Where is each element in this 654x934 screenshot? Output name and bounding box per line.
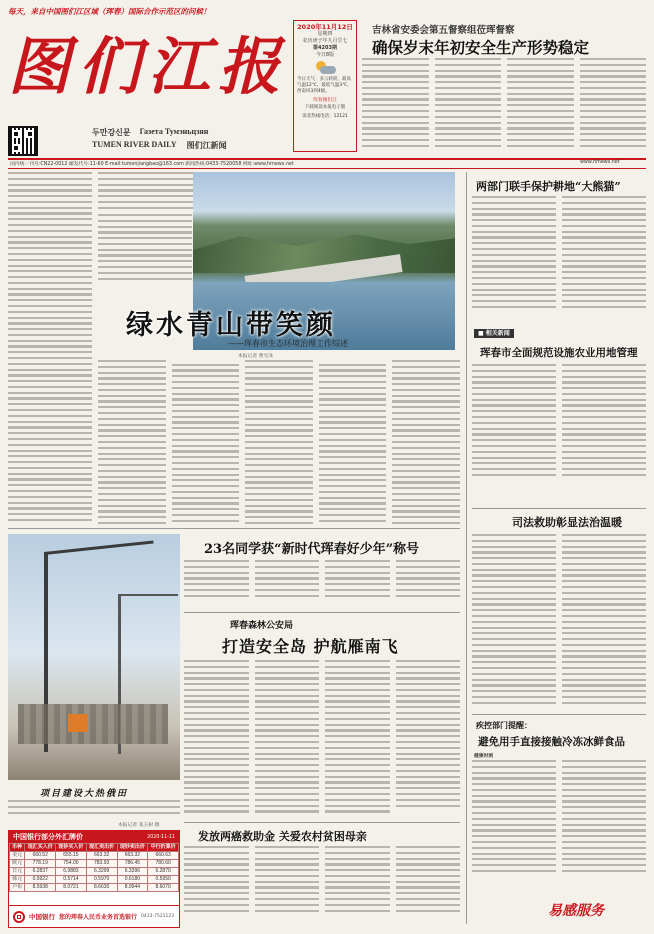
exchange-rate-cell: 0.5950 [148,876,179,884]
exchange-rate-header: 现钞卖出价 [117,844,148,852]
feature-side-text [98,214,192,288]
lead-story-title: 确保岁末年初安全生产形势稳定 [372,38,590,57]
bank-of-china-icon [13,911,25,923]
right-divider-1 [472,508,646,509]
exchange-rate-cell: 786.45 [117,860,148,868]
forest-police-title: 打造安全岛 护航雁南飞 [222,637,399,656]
exchange-rate-row [10,876,179,884]
exchange-rate-cell: 655.15 [56,852,87,860]
right-story1-body [472,196,646,324]
middle-band-title: 23名同学获“新时代珲春好少年”称号 [204,542,420,557]
masthead-date-box [293,20,357,152]
exchange-rate-header: 现汇买入价 [25,844,56,852]
weather-icon [314,61,336,75]
date-lunar: 农历庚子年九月廿七 [302,38,348,44]
exchange-rate-cell: 8.9944 [117,884,148,892]
exchange-rate-table [9,843,179,892]
right-story4-title: 避免用手直接接触冷冻冰鲜食品 [478,736,625,748]
right-story4-kicker: 疾控部门提醒： [476,720,532,730]
bank-name: 中国银行 [29,913,55,921]
masthead-title-korean: 두만강신문 [92,128,131,137]
exchange-rate-cell: 6.0883 [56,868,87,876]
related-news-icon: ■ [478,330,486,337]
masthead-qr-code [8,126,38,156]
masthead-bottom-rule-2 [8,168,646,169]
exchange-rate-cell: 8.0721 [56,884,87,892]
exchange-rate-cell: 663.32 [117,852,148,860]
masthead-title-russian: Газета Тумэньцзян [139,127,209,136]
right-story4-body [472,760,646,894]
publisher-url: www.hrnews.net [580,160,620,165]
exchange-rate-row [10,884,179,892]
right-story2-body [472,364,646,504]
weather-text: 今日天气：多云转阴，最高气温12℃，最低气温3℃，西南风3到4级。 [297,77,352,94]
photo-caption-title: 项目建设大热俄田 [40,789,129,799]
exchange-rate-header: 现钞买入价 [56,844,87,852]
exchange-rate-cell: 660.63 [148,852,179,860]
left-column-text [8,172,92,524]
bottom-story-title: 发放两癌救助金 关爱农村贫困母亲 [198,830,367,843]
exchange-rate-cell: 780.60 [148,860,179,868]
right-story5-kicker: 健康时刻 [474,754,494,759]
date-main: 2020年11月12日 [297,23,353,31]
exchange-rate-title: 中国银行部分外汇牌价 [13,833,83,841]
right-column-divider [466,172,467,924]
issue-number: 第4203期 [313,45,337,51]
lead-story-kicker: 吉林省安委会第五督察组莅珲督察 [372,25,515,36]
exchange-rate-cell: 754.00 [56,860,87,868]
exchange-rate-cell: 663.32 [86,852,117,860]
exchange-rate-cell: 660.52 [25,852,56,860]
feature-title: 绿水青山带笑颜 [126,310,336,341]
exchange-rate-cell: 783.93 [86,860,117,868]
right-story3-title: 司法救助彰显法治温暖 [512,516,622,529]
exchange-rate-cell: 0.5714 [56,876,87,884]
forest-police-kicker: 珲春森林公安局 [230,621,294,631]
ad-logo: 易感服务 [548,903,604,919]
exchange-rate-header: 币种 [10,844,25,852]
masthead-title: 图们江报 [8,30,289,103]
exchange-rate-cell: 6.2837 [25,868,56,876]
exchange-rate-cell: 美元 [10,852,25,860]
exchange-rate-header: 现汇卖出价 [86,844,117,852]
middle-band-body [184,560,460,608]
exchange-rate-panel [8,830,180,928]
exchange-rate-cell: 欧元 [10,860,25,868]
hotline-text: 读者热线电话：12121 [302,114,348,119]
exchange-rate-row [10,852,179,860]
photo-caption-byline: 本报记者 张玉树 摄 [118,823,160,828]
exchange-rate-cell: 8.5938 [25,884,56,892]
feature-subtitle: ——珲春市生态环境治理工作综述 [228,339,348,348]
exchange-rate-cell: 6.3299 [86,868,117,876]
feature-byline: 本报记者 曹光洙 [238,354,274,359]
feature-body-text [98,360,460,524]
promo-line-2: 下载阅读本报电子版 [304,105,346,110]
bank-phone: 0433-7521123 [141,914,175,919]
exchange-rate-cell: 6.3396 [117,868,148,876]
exchange-rate-cell: 日元 [10,868,25,876]
exchange-rate-header: 中行折算价 [148,844,179,852]
exchange-rate-cell: 韩元 [10,876,25,884]
right-story2-kicker: ■ 相关新闻 [474,329,514,338]
exchange-rate-cell: 0.5970 [86,876,117,884]
right-story3-body [472,534,646,710]
photo-caption-text [8,800,180,820]
forest-police-rule [184,612,460,613]
masthead-title-english: TUMEN RIVER DAILY [92,140,177,149]
date-weekday: 星期四 [317,31,333,37]
bottom-story-body [184,846,460,926]
middle-band-top-rule [8,528,460,529]
exchange-rate-row [10,868,179,876]
masthead-title-korean-cn: 图们江新闻 [186,141,227,150]
exchange-rate-cell: 6.2870 [148,868,179,876]
exchange-rate-row [10,860,179,868]
masthead-slogan: 每天，来自中国图们江区域（珲春）国际合作示范区的问候！ [8,7,211,16]
exchange-rate-cell: 778.19 [25,860,56,868]
right-divider-2 [472,714,646,715]
exchange-rate-cell: 8.6630 [86,884,117,892]
forest-police-body [184,660,460,818]
bank-slogan: 您的珲春人民币业务首选银行 [59,914,138,921]
exchange-rate-cell: 0.5922 [25,876,56,884]
exchange-rate-cell: 8.6070 [148,884,179,892]
lead-story-body [362,58,646,152]
publisher-line: 国内统一刊号:CN22-0012 邮发代号:11-60 E-mail:tumenjiangbao@163.com 新闻热线:0433-7520058 网址:www.hrnews.net [10,162,294,167]
edition-count: 今日8版 [315,52,335,58]
bottom-story-rule [184,822,460,823]
right-story1-title: 两部门联手保护耕地“大熊猫” [476,180,621,193]
right-story2-title: 珲春市全面规范设施农业用地管理 [480,347,638,359]
exchange-rate-date: 2020-11-11 [147,834,175,840]
exchange-rate-cell: 卢布 [10,884,25,892]
promo-line-1: 珲春图们江 [313,98,337,103]
exchange-rate-cell: 0.6180 [117,876,148,884]
construction-photo [8,534,180,780]
